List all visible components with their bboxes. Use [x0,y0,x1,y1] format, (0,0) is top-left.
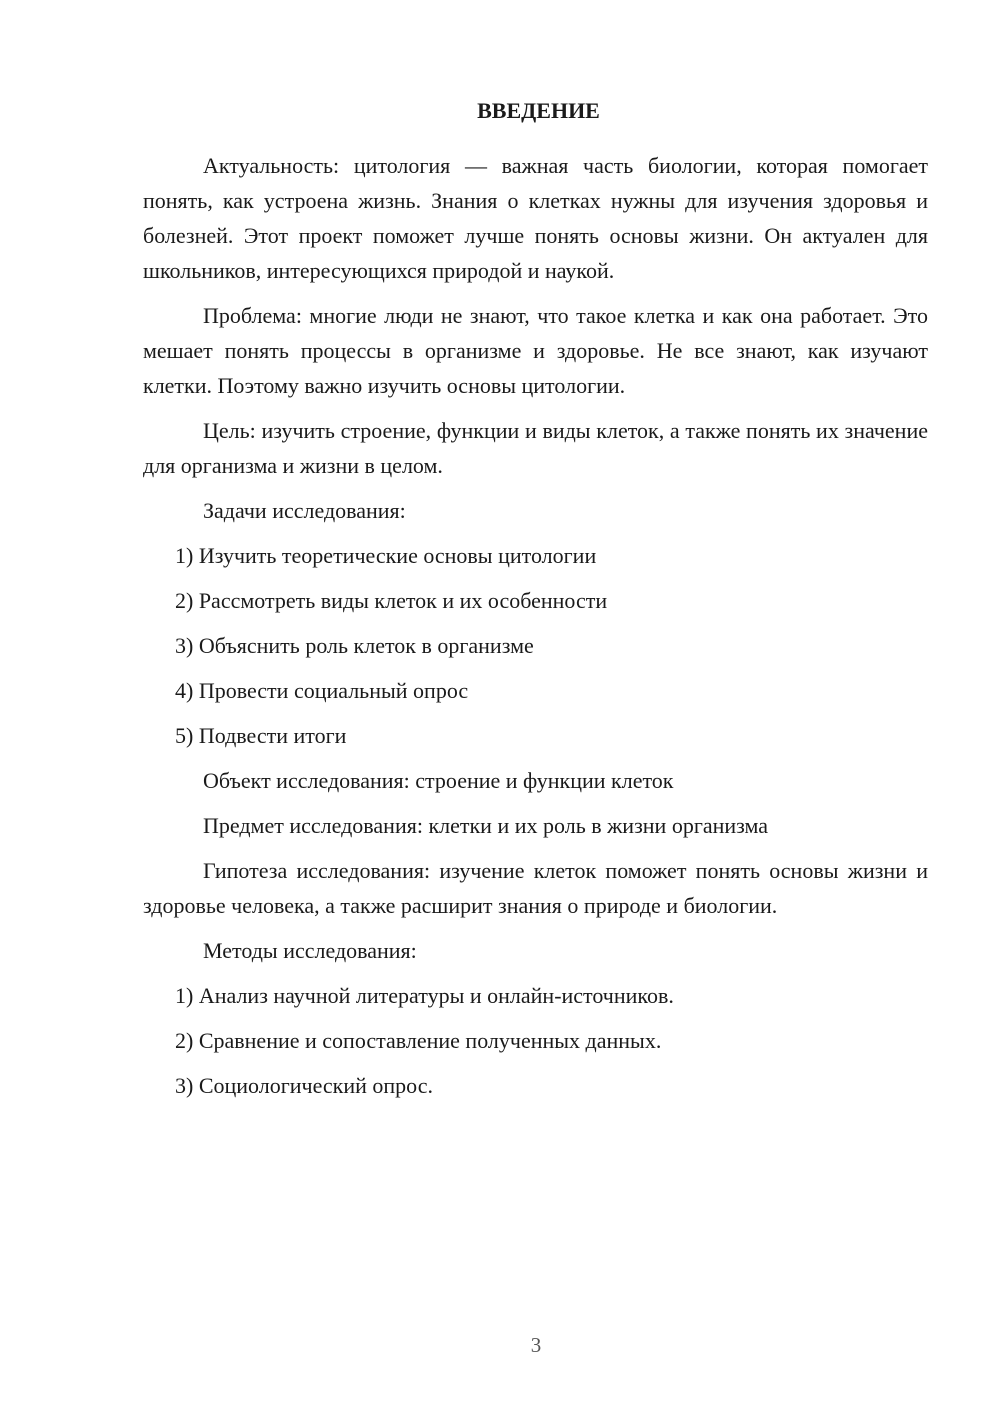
page-title: ВВЕДЕНИЕ [477,98,600,123]
methods-list [143,978,928,1103]
list-item: 1) Анализ научной литературы и онлайн-источников. [175,983,674,1008]
hypothesis-paragraph: Гипотеза исследования: изучение клеток поможет понять основы жизни и здоровье человека, а также расширит знания о природе и биологии. [143,858,928,918]
list-item: 2) Сравнение и сопоставление полученных данных. [175,1028,662,1053]
page-number: 3 [530,1333,542,1357]
tasks-list [143,538,928,753]
methods-label: Методы исследования: [203,938,417,963]
list-item: 5) Подвести итоги [175,723,347,748]
research-object: Объект исследования: строение и функции клеток [203,768,674,793]
list-item: 4) Провести социальный опрос [175,678,469,703]
research-subject: Предмет исследования: клетки и их роль в жизни организма [203,813,769,838]
list-item: 2) Рассмотреть виды клеток и их особенности [175,588,608,613]
list-item: 1) Изучить теоретические основы цитологии [175,543,597,568]
tasks-label: Задачи исследования: [203,498,406,523]
list-item: 3) Социологический опрос. [175,1073,433,1098]
goal-paragraph: Цель: изучить строение, функции и виды клеток, а также понять их значение для организма и жизни в целом. [143,418,928,478]
relevance-paragraph: Актуальность: цитология — важная часть биологии, которая помогает понять, как устроена жизнь. Знания о клетках нужны для изучения здоровья и болезней. Этот проект поможет лучше понять основы жизни. Он актуален для школьников, интересующихся природой и наукой. [143,153,928,283]
problem-paragraph: Проблема: многие люди не знают, что такое клетка и как она работает. Это мешает понять процессы в организме и здоровье. Не все знают, как изучают клетки. Поэтому важно изучить основы цитологии. [143,303,928,398]
list-item: 3) Объяснить роль клеток в организме [175,633,534,658]
